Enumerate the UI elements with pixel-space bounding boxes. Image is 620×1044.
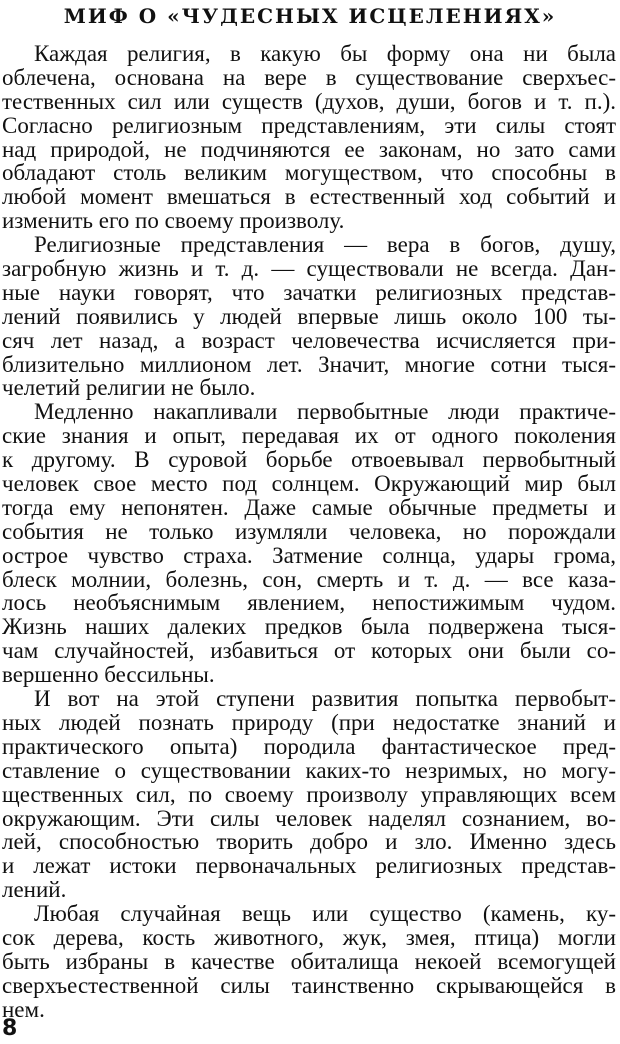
text-line: человек свое место под солнцем. Окружающий мир был: [2, 472, 616, 496]
text-line: тогда ему непонятен. Даже самые обычные предметы и: [2, 495, 616, 520]
text-line: Каждая религия, в какую бы форму она ни была: [34, 42, 616, 66]
text-line: ставление о существовании каких-то незримых, но могу-: [2, 758, 616, 783]
text-line: обладают столь великим могуществом, что способны в: [2, 161, 616, 186]
text-line: облечена, основана на вере в существование сверхъес-: [2, 65, 616, 90]
text-line: Медленно накапливали первобытные люди практиче-: [34, 400, 616, 425]
text-line: сяч лет назад, а возраст человечества исчисляется при-: [2, 328, 616, 353]
text-line: события не только изумляли человека, но порождали: [2, 519, 616, 544]
text-line: ские знания и опыт, передавая их от одного поколения: [2, 424, 616, 449]
text-line: любой момент вмешаться в естественный ход событий и: [2, 185, 616, 210]
text-line: челетий религии не было.: [2, 376, 256, 401]
text-line: над природой, не подчиняются ее законам, но зато сами: [2, 137, 616, 162]
text-line: ных людей познать природу (при недостатке знаний и: [2, 710, 616, 735]
text-line: блеск молнии, болезнь, сон, смерть и т. д. — все каза-: [2, 567, 616, 592]
chapter-heading: МИФ О «ЧУДЕСНЫХ ИСЦЕЛЕНИЯХ»: [63, 4, 557, 28]
text-line: нем.: [2, 997, 45, 1022]
text-line: лений появились у людей впервые лишь около 100 ты-: [2, 304, 616, 329]
text-line: сок дерева, кость животного, жук, змея, птица) могли: [2, 925, 616, 950]
text-line: Жизнь наших далеких предков была подвержена тыся-: [2, 615, 616, 640]
text-line: Согласно религиозным представлениям, эти силы стоят: [2, 113, 616, 138]
text-line: к другому. В суровой борьбе отвоевывал первобытный: [2, 448, 616, 473]
text-line: тественных сил или существ (духов, души, богов и т. п.).: [2, 89, 616, 114]
text-line: сверхъестественной силы таинственно скрывающейся в: [2, 973, 616, 998]
text-line: ные науки говорят, что зачатки религиозных представ-: [2, 280, 616, 305]
text-line: острое чувство страха. Затмение солнца, удары грома,: [2, 543, 616, 568]
text-line: и лежат истоки первоначальных религиозных представ-: [2, 854, 616, 879]
page-number: 8: [2, 1016, 18, 1041]
text-line: изменить его по своему произволу.: [2, 209, 345, 234]
text-line: Религиозные представления — вера в богов, душу,: [34, 233, 616, 258]
text-line: вершенно бессильны.: [2, 663, 215, 688]
text-line: И вот на этой ступени развития попытка первобыт-: [34, 687, 616, 711]
text-line: лей, способностью творить добро и зло. Именно здесь: [2, 830, 616, 855]
text-line: практического опыта) породила фантастическое пред-: [2, 734, 616, 759]
text-line: близительно миллионом лет. Значит, многие сотни тыся-: [2, 352, 616, 377]
body-text: [0, 42, 620, 1022]
text-line: лось необъяснимым явлением, непостижимым чудом.: [2, 591, 616, 616]
text-line: щественных сил, по своему произволу управляющих всем: [2, 782, 616, 807]
text-line: быть избраны в качестве обиталища некоей всемогущей: [2, 949, 616, 974]
text-line: Любая случайная вещь или существо (камень, ку-: [34, 902, 616, 926]
text-line: чам случайностей, избавиться от которых они были со-: [2, 639, 616, 664]
text-line: окружающим. Эти силы человек наделял сознанием, во-: [2, 806, 616, 831]
text-line: загробную жизнь и т. д. — существовали не всегда. Дан-: [2, 257, 616, 281]
text-line: лений.: [2, 878, 67, 903]
